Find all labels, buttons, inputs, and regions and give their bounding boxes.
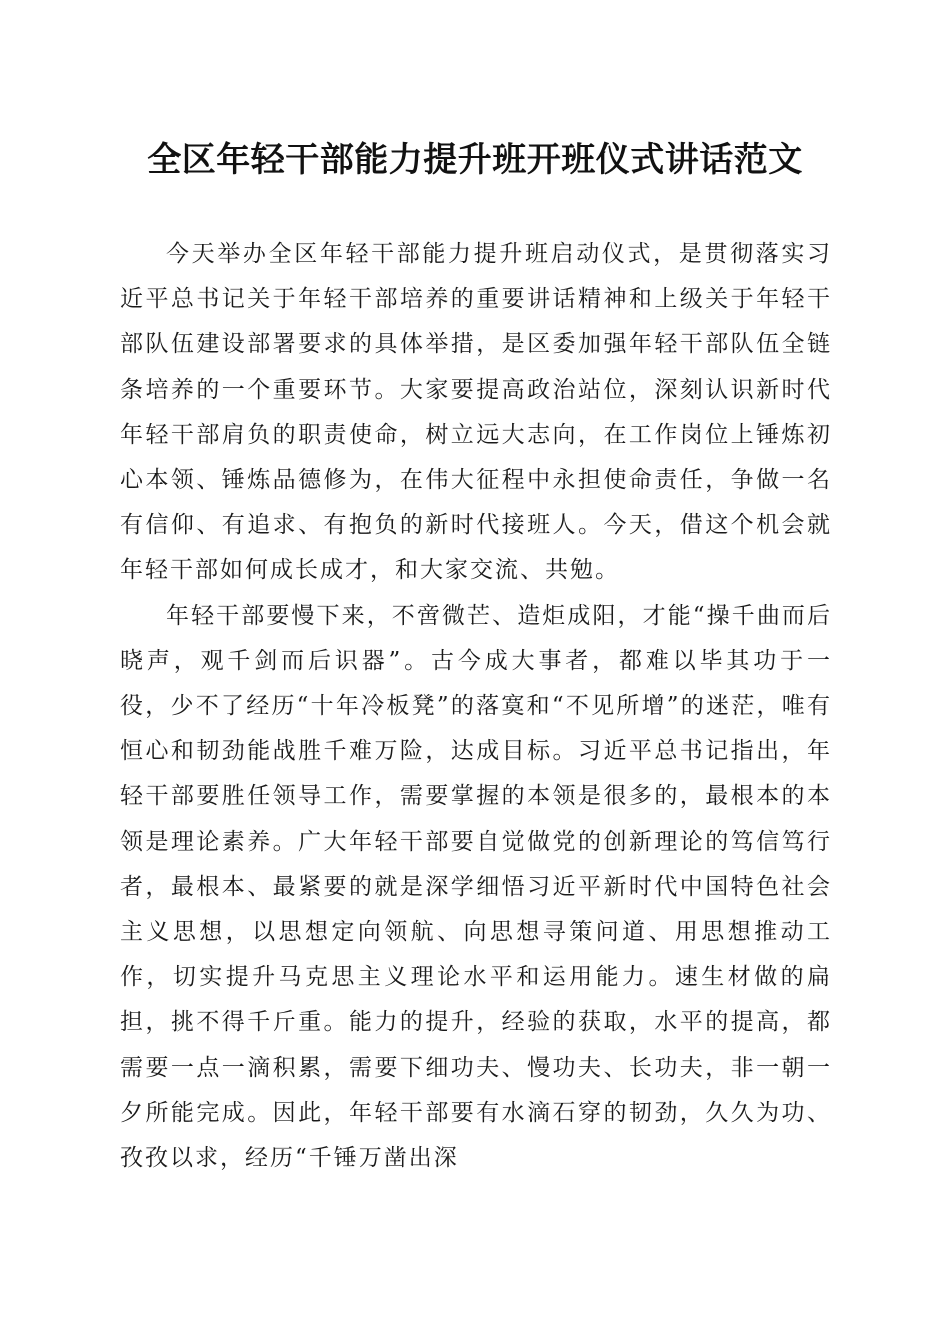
document-body — [120, 232, 832, 1181]
paragraph-1: 今天举办全区年轻干部能力提升班启动仪式，是贯彻落实习近平总书记关于年轻干部培养的重要讲话精神和上级关于年轻干部队伍建设部署要求的具体举措，是区委加强年轻干部队伍全链条培养的一个重要环节。大家要提高政治站位，深刻认识新时代年轻干部肩负的职责使命，树立远大志向，在工作岗位上锤炼初心本领、锤炼品德修为，在伟大征程中永担使命责任，争做一名有信仰、有追求、有抱负的新时代接班人。今天，借这个机会就年轻干部如何成长成才，和大家交流、共勉。 — [120, 241, 832, 584]
paragraph-2: 年轻干部要慢下来，不啻微芒、造炬成阳，才能“操千曲而后晓声，观千剑而后识器”。古今成大事者，都难以毕其功于一役，少不了经历“十年冷板凳”的落寞和“不见所增”的迷茫，唯有恒心和韧劲能战胜千难万险，达成目标。习近平总书记指出，年轻干部要胜任领导工作，需要掌握的本领是很多的，最根本的本领是理论素养。广大年轻干部要自觉做党的创新理论的笃信笃行者，最根本、最紧要的就是深学细悟习近平新时代中国特色社会主义思想，以思想定向领航、向思想寻策问道、用思想推动工作，切实提升马克思主义理论水平和运用能力。速生材做的扁担，挑不得千斤重。能力的提升，经验的获取，水平的提高，都需要一点一滴积累，需要下细功夫、慢功夫、长功夫，非一朝一夕所能完成。因此，年轻干部要有水滴石穿的韧劲，久久为功、孜孜以求，经历“千锤万凿出深 — [120, 602, 832, 1172]
document-title: 全区年轻干部能力提升班开班仪式讲话范文 — [147, 140, 803, 180]
